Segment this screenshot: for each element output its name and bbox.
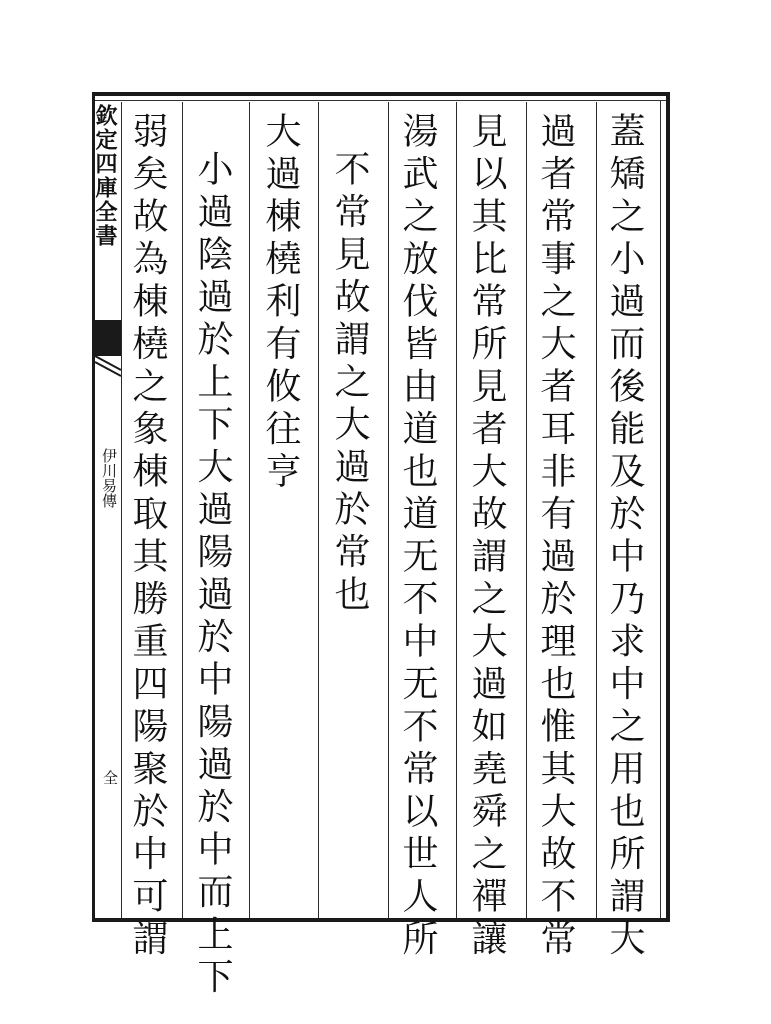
column-divider [249, 102, 250, 918]
text-column-4: 湯武之放伐皆由道也道无不中无不常以世人所 [397, 112, 438, 962]
page-border-top-inner [92, 100, 670, 101]
text-column-1: 蓋矯之小過而後能及於中乃求中之用也所謂大 [604, 112, 645, 962]
work-title: 伊川易傳 [100, 448, 118, 508]
column-divider [388, 102, 389, 918]
page-border-right-inner [660, 100, 661, 920]
column-divider [182, 102, 183, 918]
column-divider [526, 102, 527, 918]
text-column-2: 過者常事之大者耳非有過於理也惟其大故不常 [535, 112, 576, 962]
column-divider [318, 102, 319, 918]
column-divider [596, 102, 597, 918]
text-column-5: 不常見故謂之大過於常也 [329, 150, 370, 618]
text-column-8: 弱矣故為棟橈之象棟取其勝重四陽聚於中可謂 [127, 112, 168, 962]
page-border-bottom [92, 918, 670, 922]
fishtail-lines [95, 330, 121, 390]
column-divider [456, 102, 457, 918]
page-number: 全 [101, 770, 119, 785]
text-column-6-heading: 大過棟橈利有攸往亨 [260, 112, 301, 495]
text-column-7: 小過陰過於上下大過陽過於中陽過於中而上下 [192, 150, 233, 1000]
text-column-3: 見以其比常所見者大故謂之大過如堯舜之禪讓 [466, 112, 507, 962]
page-border-top [92, 92, 670, 96]
column-divider [121, 102, 122, 918]
page-border-right [666, 92, 670, 922]
book-title: 欽定四庫全書 [92, 104, 118, 248]
